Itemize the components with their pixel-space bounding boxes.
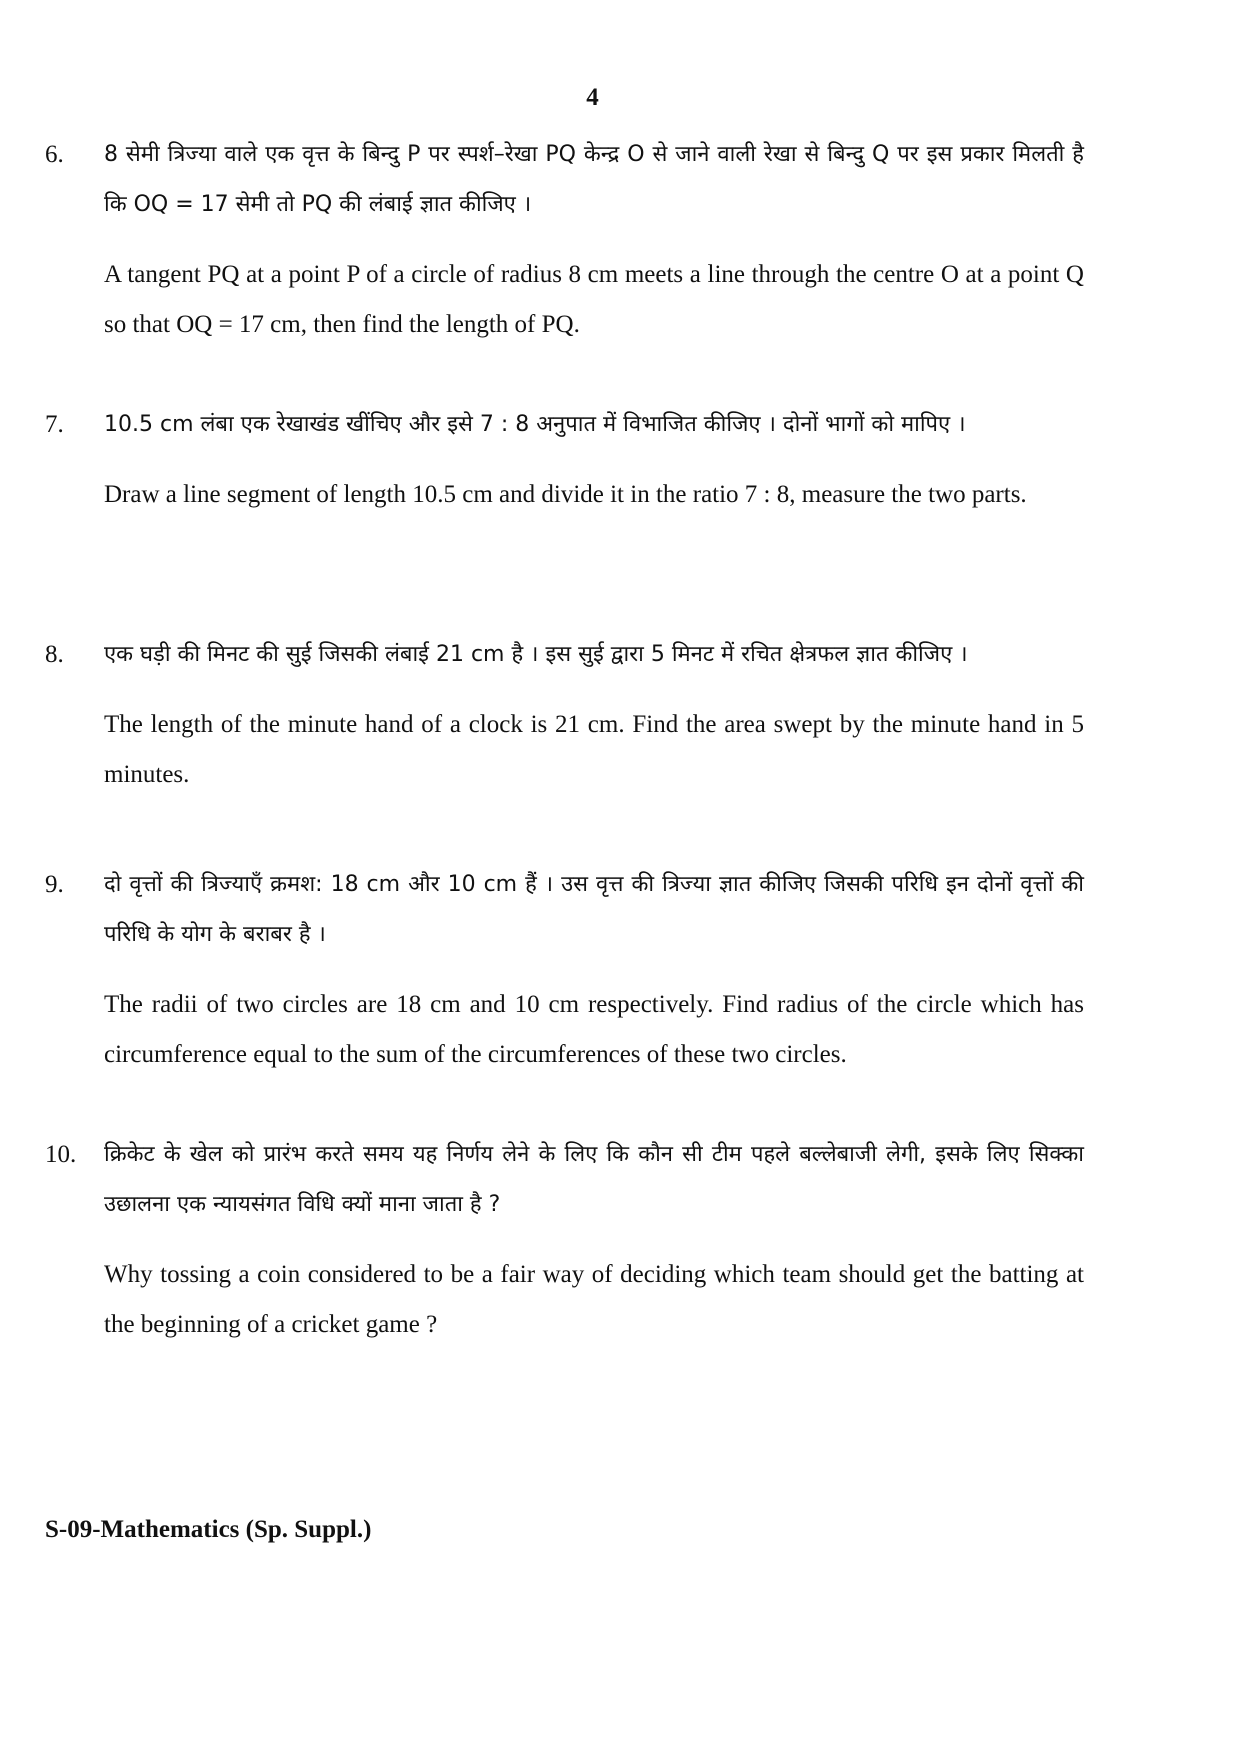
question-text-hindi: एक घड़ी की मिनट की सुई जिसकी लंबाई 21 cm है । इस सुई द्वारा 5 मिनट में रचित क्षेत्रफल ज्ञात कीजिए । — [104, 642, 968, 667]
question-text-hindi: 8 सेमी त्रिज्या वाले एक वृत्त के बिन्दु P पर स्पर्श–रेखा PQ केन्द्र O से जाने वाली रेखा से बिन्दु Q पर इस प्रकार मिलती है कि OQ = 17 सेमी तो PQ की लंबाई ज्ञात कीजिए । — [104, 142, 1084, 217]
page-number: 4 — [586, 84, 599, 111]
question-body — [104, 630, 1084, 800]
question-number: 8. — [45, 641, 64, 668]
question-text-english: Draw a line segment of length 10.5 cm and divide it in the ratio 7 : 8, measure the two parts. — [104, 481, 1027, 508]
question-number: 6. — [45, 141, 64, 168]
question-text-hindi: दो वृत्तों की त्रिज्याएँ क्रमश: 18 cm और 10 cm हैं । उस वृत्त की त्रिज्या ज्ञात कीजिए जिसकी परिधि इन दोनों वृत्तों की परिधि के योग के बराबर है । — [104, 872, 1084, 947]
question-number: 9. — [45, 871, 64, 898]
question-body — [104, 400, 1084, 520]
question-text-hindi: क्रिकेट के खेल को प्रारंभ करते समय यह निर्णय लेने के लिए कि कौन सी टीम पहले बल्लेबाजी लेगी, इसके लिए सिक्का उछालना एक न्यायसंगत विधि क्यों माना जाता है ? — [104, 1142, 1084, 1217]
question-number: 10. — [45, 1141, 77, 1168]
question-text-english: The length of the minute hand of a clock is 21 cm. Find the area swept by the minute hand in 5 minutes. — [104, 711, 1084, 788]
question-text-hindi: 10.5 cm लंबा एक रेखाखंड खींचिए और इसे 7 : 8 अनुपात में विभाजित कीजिए । दोनों भागों को मापिए । — [104, 412, 966, 437]
question-number: 7. — [45, 411, 64, 438]
question-text-english: A tangent PQ at a point P of a circle of radius 8 cm meets a line through the centre O at a point Q so that OQ = 17 cm, then find the length of PQ. — [104, 261, 1084, 338]
question-body — [104, 860, 1084, 1080]
question-text-english: The radii of two circles are 18 cm and 10 cm respectively. Find radius of the circle which has circumference equal to the sum of the circumferences of these two circles. — [104, 991, 1084, 1068]
question-text-english: Why tossing a coin considered to be a fair way of deciding which team should get the batting at the beginning of a cricket game ? — [104, 1261, 1084, 1338]
question-body — [104, 130, 1084, 350]
question-body — [104, 1130, 1084, 1350]
paper-code-footer: S-09-Mathematics (Sp. Suppl.) — [45, 1516, 372, 1543]
